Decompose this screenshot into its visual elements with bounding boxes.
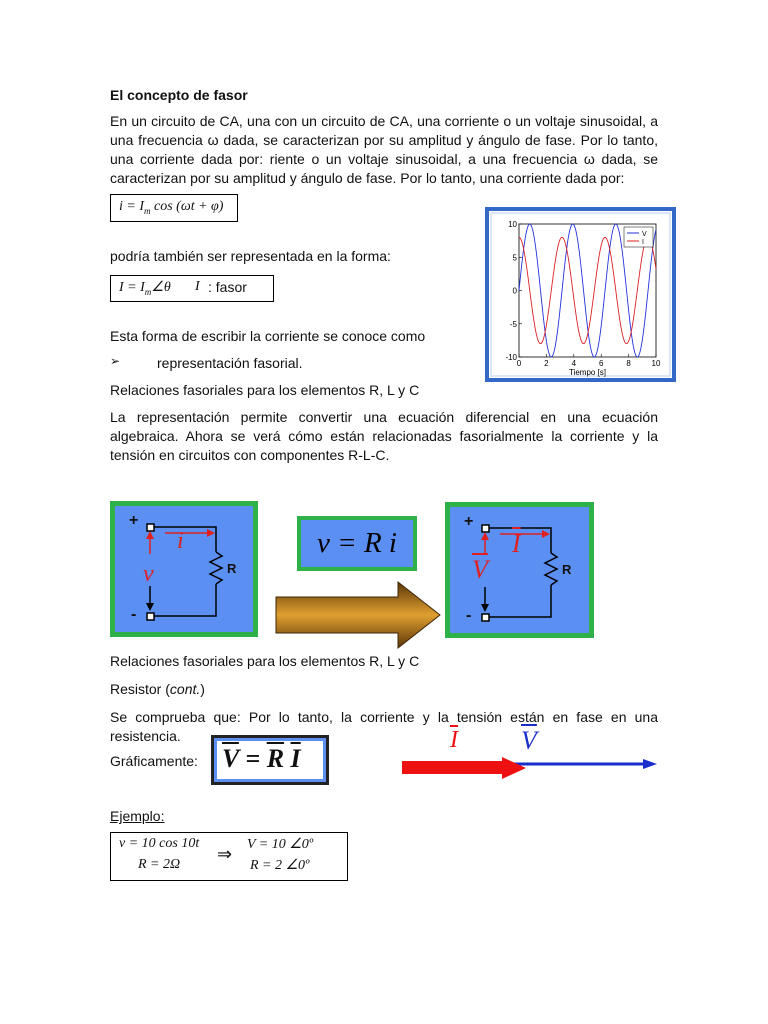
- chart-legend-label-V: V: [642, 231, 647, 238]
- line-resistor: [110, 681, 205, 697]
- circuit-left-minus: -: [131, 606, 137, 623]
- bullet-text: representación fasorial.: [157, 355, 303, 371]
- vector-i-label: $\overline{I}$: [450, 727, 458, 753]
- eq2-sub: m: [144, 286, 152, 297]
- waveform-chart: [489, 211, 672, 378]
- example-box: [110, 832, 348, 881]
- equation-center: v = R i: [301, 520, 413, 567]
- equation-graf-box: [211, 735, 329, 785]
- chart-xtick-label: 8: [626, 359, 631, 368]
- chart-xtick-label: 4: [571, 359, 577, 368]
- graf-v: $\overline{V}$: [222, 744, 239, 773]
- vector-v-label: $\overline{V}$: [521, 726, 537, 755]
- waveform-chart-frame: [485, 207, 676, 382]
- chart-ytick-label: 5: [512, 253, 517, 263]
- graficamente-label: Gráficamente:: [110, 753, 198, 769]
- page-title: El concepto de fasor: [110, 87, 248, 103]
- circuit-right-plus: +: [464, 513, 474, 530]
- eq1-lhs: i = I: [119, 199, 144, 214]
- chart-ytick-label: -10: [505, 353, 517, 362]
- example-l2: R = 2Ω: [138, 857, 181, 872]
- line-forma: podría también ser representada en la forma:: [110, 248, 391, 264]
- graf-r: $\overline{R}$: [266, 744, 285, 773]
- chart-legend-label-I: I: [642, 239, 644, 246]
- chart-xtick-label: 10: [651, 359, 661, 368]
- equation-center-frame: [297, 516, 417, 571]
- line-conoce: Esta forma de escribir la corriente se conoce como: [110, 328, 426, 344]
- circuit-left-plus: +: [129, 512, 139, 529]
- chart-xtick-label: 0: [516, 359, 522, 368]
- circuit-right-i: $\overline{I}$: [512, 529, 521, 558]
- bullet-marker: ➢: [110, 354, 121, 368]
- eq2-angle: ∠θ: [151, 280, 171, 295]
- eq2-lhs: I = I: [119, 280, 145, 295]
- line-relaciones-1: Relaciones fasoriales para los elementos R, L y C: [110, 382, 420, 398]
- circuit-right-v: $\overline{V}$: [472, 555, 488, 584]
- chart-ytick-label: 10: [508, 220, 517, 229]
- chart-xtick-label: 6: [598, 359, 604, 368]
- paragraph-comprueba: Se comprueba que: Por lo tanto, la corriente y la tensión están en fase en una resistencia.: [110, 709, 658, 744]
- circuit-left-r: R: [227, 561, 237, 576]
- transform-arrow: [274, 580, 444, 650]
- chart-legend: [624, 227, 653, 247]
- chart-ytick-label: -5: [509, 319, 517, 329]
- chart-xtick-label: 2: [544, 359, 549, 368]
- eq2-label: : fasor: [208, 279, 247, 295]
- circuit-right: [445, 502, 594, 638]
- equation-phasor-box: [110, 275, 274, 302]
- equation-current-box: [110, 194, 238, 222]
- example-l1: v = 10 cos 10t: [119, 836, 200, 851]
- chart-xlabel: Tiempo [s]: [568, 368, 607, 377]
- graf-eq: =: [238, 744, 267, 773]
- resistor-pre: Resistor (: [110, 681, 170, 697]
- paragraph-representacion: La representación permite convertir una ecuación diferencial en una ecuación algebraica. Ahora se verá cómo están relacionadas fasorialmente la corriente y la tensión en circuitos con componentes R-L-C.: [110, 409, 658, 463]
- example-arrow: ⇒: [217, 844, 233, 864]
- ejemplo-label: Ejemplo:: [110, 808, 165, 824]
- intro-paragraph: En un circuito de CA, una con un circuito de CA, una corriente o un voltaje sinusoidal, a una frecuencia ω dada, se caracterizan por su amplitud y ángulo de fase. Por lo tanto, una corriente dada por: riente o un voltaje sinusoidal, a una frecuencia ω dada, se caracterizan por su amplitud y ángulo de fase. Por lo tanto, una corriente dada por:: [110, 113, 658, 186]
- example-r1: V = 10 ∠0º: [247, 837, 314, 852]
- eq2-var: I: [195, 279, 200, 294]
- circuit-right-minus: -: [466, 607, 472, 624]
- resistor-post: ): [200, 681, 205, 697]
- chart-ytick-label: 0: [512, 286, 517, 296]
- resistor-cont: cont.: [169, 681, 201, 697]
- eq1-sub: m: [144, 205, 151, 216]
- graf-i: $\overline{I}$: [290, 744, 301, 773]
- circuit-left-i: i: [177, 528, 184, 554]
- circuit-right-r: R: [562, 562, 572, 577]
- eq1-rhs: cos (ωt + φ): [150, 199, 224, 214]
- line-relaciones-2: Relaciones fasoriales para los elementos R, L y C: [110, 653, 420, 669]
- circuit-left-v: v: [143, 561, 154, 587]
- circuit-left: [110, 501, 258, 637]
- example-r2: R = 2 ∠0º: [250, 858, 310, 873]
